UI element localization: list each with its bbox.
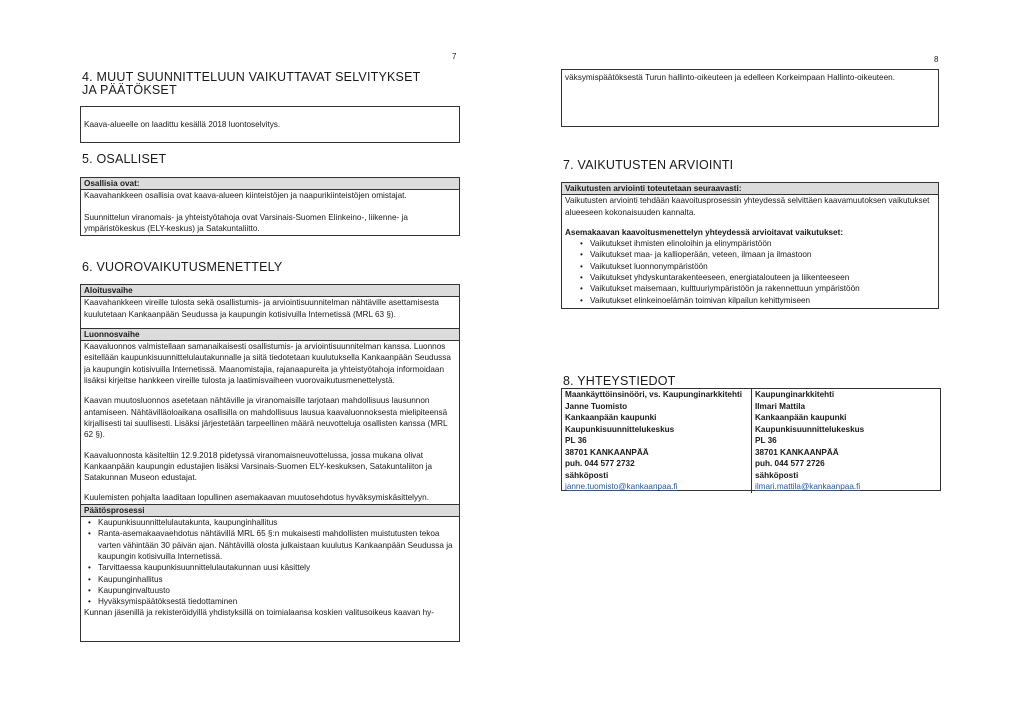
paatosprosessi-header: Päätösprosessi	[81, 504, 459, 517]
section-7-header: Vaikutusten arviointi toteutetaan seuraavasti:	[562, 183, 938, 195]
section-5-p1: Kaavahankkeen osallisia ovat kaava-alueen kiinteistöjen ja naapurikiinteistöjen omistajat.	[84, 191, 407, 201]
contact-2-dept: Kaupunkisuunnittelukeskus	[755, 424, 865, 434]
continuation-box	[561, 69, 939, 127]
list-item: • Vaikutukset yhdyskuntarakenteeseen, energiatalouteen ja liikenteeseen	[590, 272, 935, 283]
contact-2-email-label: sähköposti	[755, 470, 799, 480]
aloitusvaihe-header: Aloitusvaihe	[81, 285, 459, 297]
contact-2-org: Kankaanpään kaupunki	[755, 413, 847, 422]
list-item: • Vaikutukset luonnonympäristöön	[590, 261, 935, 272]
section-6-title: 6. VUOROVAIKUTUSMENETTELY	[82, 260, 283, 274]
contact-1-dept: Kaupunkisuunnittelukeskus	[565, 424, 675, 434]
contacts-table	[561, 388, 941, 491]
luonnosvaihe-p1: Kaavaluonnos valmistellaan samanaikaisesti osallistumis- ja arviointisuunnitelman kanssa. Luonnos esitellään kaupunkisuunnittelulautakunnalle ja siitä tiedotetaan kuulutuksella Kankaanpään Seudussa ja kaupungin kotisivuilla Internetissä. Maanomistajia, rajanaapureita ja yhteistyötahoja informoidaan lisäksi kirjeitse hankkeen vireille tulosta ja laatimisvaiheen vuorovaikutusmenettelystä.	[84, 342, 451, 386]
contact-2-postal: 38701 KANKAANPÄÄ	[755, 447, 839, 457]
list-item: • Hyväksymispäätöksestä tiedottaminen	[98, 596, 456, 607]
contact-1-phone: puh. 044 577 2732	[565, 459, 635, 468]
contact-column-2	[752, 389, 940, 493]
paatosprosessi-list	[84, 517, 456, 607]
list-item: • Kaupunginhallitus	[98, 574, 456, 585]
luonnosvaihe-p4: Kuulemisten pohjalta laaditaan lopullinen asemakaavan muutosehdotus hyväksymiskäsittelyyn.	[84, 493, 429, 503]
contact-1-title: Maankäyttöinsinööri, vs. Kaupunginarkkitehti	[565, 390, 742, 399]
page-number-right: 8	[934, 55, 939, 64]
section-4-title: 4. MUUT SUUNNITTELUUN VAIKUTTAVAT SELVITYKSET JA PÄÄTÖKSET	[82, 70, 421, 97]
contact-1-org: Kankaanpään kaupunki	[565, 413, 657, 422]
section-7-title: 7. VAIKUTUSTEN ARVIOINTI	[563, 158, 734, 172]
section-7-box	[561, 182, 939, 309]
contact-1-postal: 38701 KANKAANPÄÄ	[565, 447, 649, 457]
contact-2-name: Ilmari Mattila	[755, 401, 806, 411]
contact-column-1	[562, 389, 752, 493]
impacts-list	[576, 238, 935, 306]
list-item: • Tarvittaessa kaupunkisuunnittelulautakunnan uusi käsittely	[98, 562, 456, 573]
luonnosvaihe-p3: Kaavaluonnosta käsiteltiin 12.9.2018 pidetyssä viranomaisneuvottelussa, jossa mukana olivat Kankaanpään kaupungin edustajien lisäksi Varsinais-Suomen ELY-keskuksen, Satakuntaliiton ja Satakunnan Museon edustajat.	[84, 450, 433, 483]
list-item: • Vaikutukset maisemaan, kulttuuriympäristöön ja rakennettuun ympäristöön	[590, 283, 935, 294]
contact-1-email-link[interactable]: janne.tuomisto@kankaanpaa.fi	[565, 482, 678, 491]
section-8-title: 8. YHTEYSTIEDOT	[563, 374, 676, 388]
section-4-text: Kaava-alueelle on laadittu kesällä 2018 luontoselvitys.	[84, 120, 281, 129]
section-5-p2: Suunnittelun viranomais- ja yhteistyötahoja ovat Varsinais-Suomen Elinkeino-, liikenne- ja ympäristökeskus (ELY-keskus) ja Satakuntaliitto.	[84, 212, 408, 233]
section-5-title: 5. OSALLISET	[82, 152, 167, 166]
contact-1-name: Janne Tuomisto	[565, 401, 628, 411]
section-5-box	[80, 177, 460, 236]
contact-1-po-box: PL 36	[565, 436, 587, 445]
luonnosvaihe-p2: Kaavan muutosluonnos asetetaan nähtäville ja viranomaisille tarjotaan mahdollisuus lausunnon antamiseen. Nähtävilläoloaikana osallisilla on mahdollisuus lausua kaavaluonnoksesta mielipiteensä kirjallisesti tai suullisesti. Lisäksi järjestetään tarpeellinen määrä neuvotteluja osallisten kanssa (MRL 62 §).	[84, 396, 448, 440]
section-7-p1: Vaikutusten arviointi tehdään kaavoitusprosessin yhteydessä selvittäen kaavamuutoksen vaikutukset alueeseen kokonaisuuden kannalta.	[565, 196, 930, 217]
list-item: • Kaupunginvaltuusto	[98, 585, 456, 596]
list-item: • Ranta-asemakaavaehdotus nähtävillä MRL 65 §:n mukaisesti mahdollisten muistutusten tekoa varten vähintään 30 päivän ajan. Nähtävillä olosta julkaistaan kuulutus Kankaanpään Seudussa ja kaupungin kotisivuilla Internetissä.	[98, 528, 456, 562]
page-number-left: 7	[452, 52, 457, 61]
list-item: • Kaupunkisuunnittelulautakunta, kaupunginhallitus	[98, 517, 456, 528]
continuation-text: väksymispäätöksestä Turun hallinto-oikeuteen ja edelleen Korkeimpaan Hallinto-oikeuteen.	[565, 73, 895, 82]
contact-1-email-label: sähköposti	[565, 470, 609, 480]
section-6-box	[80, 284, 460, 642]
paatosprosessi-tail: Kunnan jäsenillä ja rekisteröidyillä yhdistyksillä on toimialaansa koskien valitusoikeus kaavan hy-	[84, 608, 434, 618]
list-item: • Vaikutukset ihmisten elinoloihin ja elinympäristöön	[590, 238, 935, 249]
luonnosvaihe-header: Luonnosvaihe	[81, 328, 459, 341]
aloitusvaihe-text: Kaavahankkeen vireille tulosta sekä osallistumis- ja arviointisuunnitelman nähtäville asettamisesta kuulutetaan Kankaanpään Seudussa ja kaupungin kotisivuilla Internetissä (MRL 63 §).	[84, 298, 439, 319]
contact-2-phone: puh. 044 577 2726	[755, 459, 825, 468]
list-item: • Vaikutukset maa- ja kallioperään, veteen, ilmaan ja ilmastoon	[590, 249, 935, 260]
contact-2-po-box: PL 36	[755, 436, 777, 445]
section-5-header: Osallisia ovat:	[81, 178, 459, 190]
contact-2-email-link[interactable]: ilmari.mattila@kankaanpaa.fi	[755, 482, 861, 491]
contact-2-title: Kaupunginarkkitehti	[755, 390, 835, 399]
list-item: • Vaikutukset elinkeinoelämän toimivan kilpailun kehittymiseen	[590, 295, 935, 306]
section-7-subheading: Asemakaavan kaavoitusmenettelyn yhteydessä arvioitavat vaikutukset:	[565, 227, 844, 237]
section-4-box	[80, 106, 460, 143]
